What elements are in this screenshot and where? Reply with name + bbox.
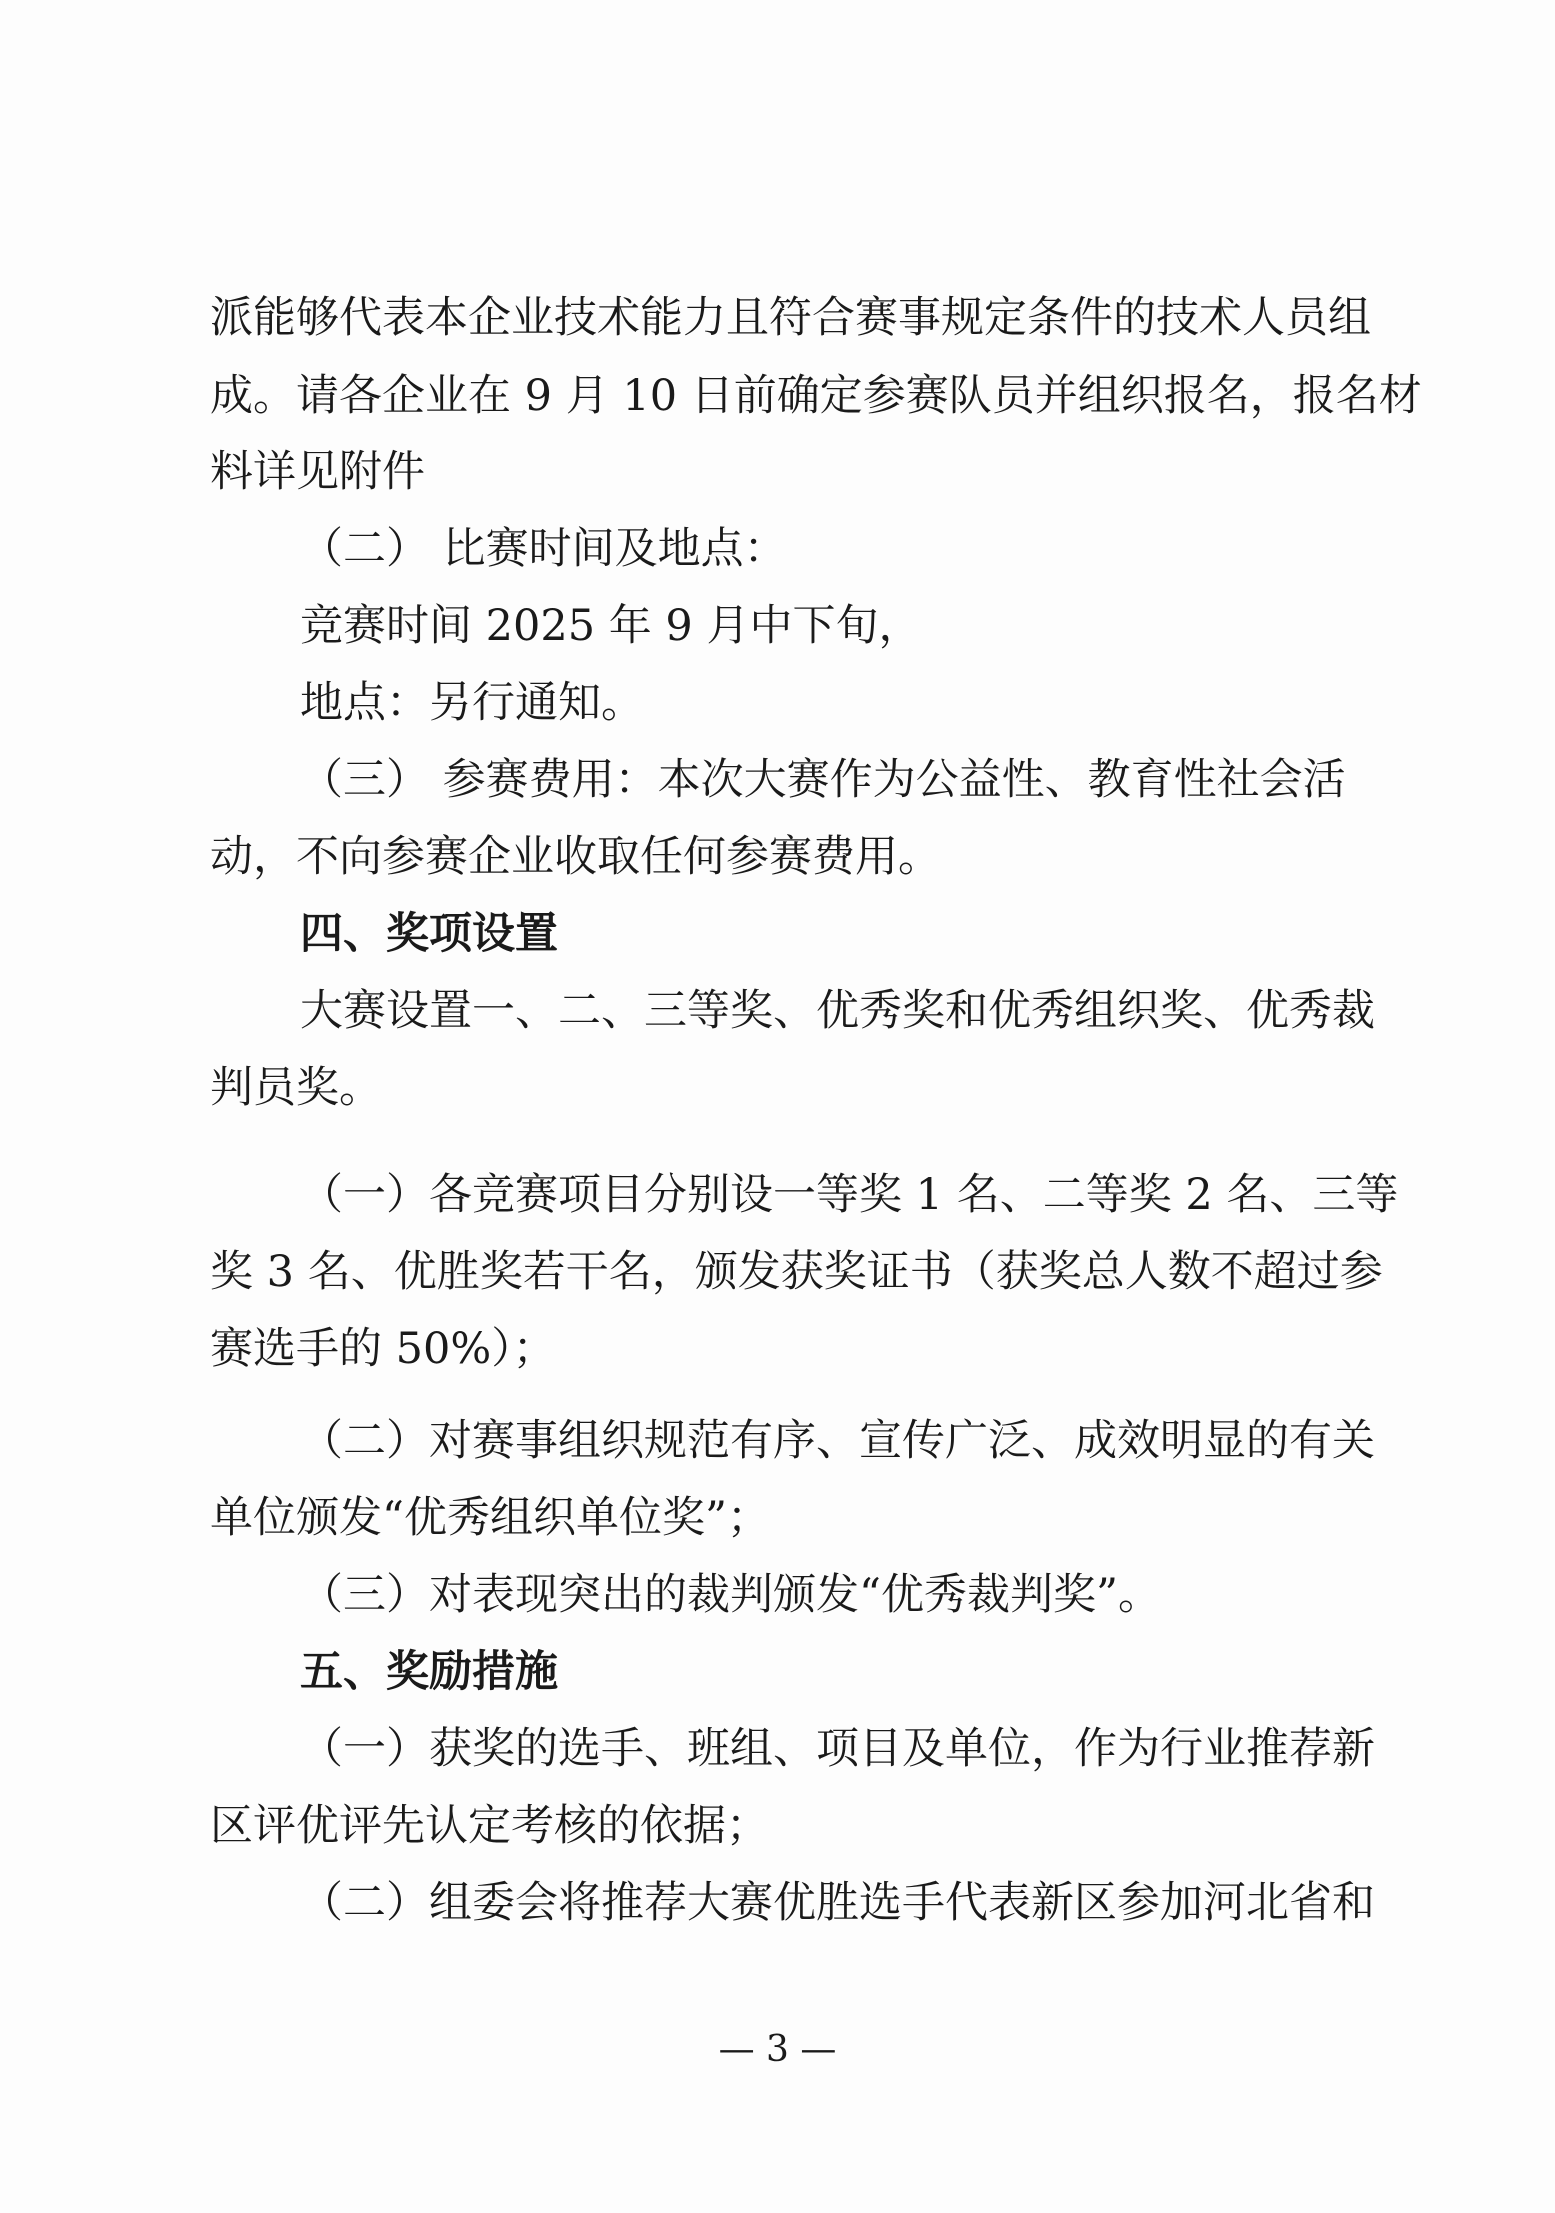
section-heading: 四、奖项设置 (300, 909, 558, 959)
text-line: （一）获奖的选手、班组、项目及单位，作为行业推荐新 (300, 1724, 1375, 1774)
text-line: 区评优评先认定考核的依据； (210, 1801, 769, 1851)
text-line: 地点：另行通知。 (300, 678, 644, 728)
section-subheading: （三） 参赛费用：本次大赛作为公益性、教育性社会活 (300, 755, 1346, 805)
text-line: 赛选手的 50%）； (210, 1324, 556, 1374)
text-line: 成。请各企业在 9 月 10 日前确定参赛队员并组织报名，报名材 (210, 371, 1422, 421)
text-line: 大赛设置一、二、三等奖、优秀奖和优秀组织奖、优秀裁 (300, 986, 1375, 1036)
text-line: 判员奖。 (210, 1063, 382, 1113)
text-line: （三）对表现突出的裁判颁发“优秀裁判奖”。 (300, 1570, 1161, 1620)
section-heading: 五、奖励措施 (300, 1647, 558, 1697)
text-line: （一）各竞赛项目分别设一等奖 1 名、二等奖 2 名、三等 (300, 1170, 1399, 1220)
text-line: （二）组委会将推荐大赛优胜选手代表新区参加河北省和 (300, 1878, 1375, 1928)
section-subheading: （二） 比赛时间及地点： (300, 524, 787, 574)
text-line: （二）对赛事组织规范有序、宣传广泛、成效明显的有关 (300, 1416, 1375, 1466)
text-line: 料详见附件 (210, 447, 425, 497)
page-number: — 3 — (718, 2029, 837, 2070)
text-line: 动，不向参赛企业收取任何参赛费用。 (210, 832, 941, 882)
text-line: 单位颁发“优秀组织单位奖”； (210, 1493, 770, 1543)
text-line: 派能够代表本企业技术能力且符合赛事规定条件的技术人员组 (210, 293, 1371, 343)
text-line: 奖 3 名、优胜奖若干名，颁发获奖证书（获奖总人数不超过参 (210, 1247, 1383, 1297)
text-line: 竞赛时间 2025 年 9 月中下旬， (300, 601, 922, 651)
